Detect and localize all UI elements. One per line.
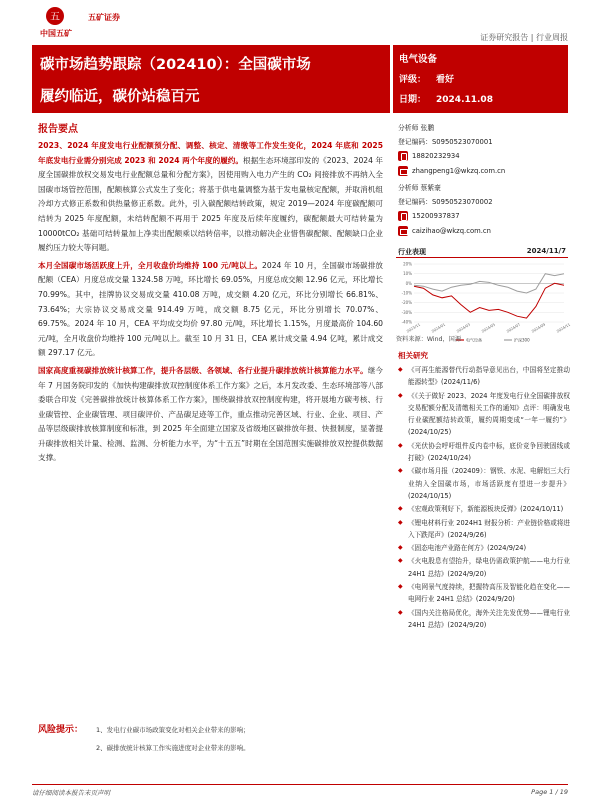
y-tick-label: -30% [401,309,412,315]
report-title-line1: 碳市场趋势跟踪（202410）：全国碳市场 [40,57,311,73]
report-type: 证券研究报告 | 行业周报 [480,33,568,42]
y-tick-label: 0% [405,280,412,286]
related-research-item[interactable]: ◆ 《碳市场月报（202409）：钢铁、水泥、电解铝三大行业纳入全国碳市场，市场活跃度有望进一步提升》(2024/10/15) [398,465,570,502]
industry-performance-chart [396,246,571,346]
report-title-line2: 履约临近，碳价站稳百元 [40,89,200,105]
x-tick-label: 2024/03 [456,322,471,334]
logo-mark-text: 五 [50,12,60,23]
chart-header [396,246,568,258]
mail-icon [398,166,408,176]
y-tick-label: 10% [403,271,412,277]
page-number: Page 1 / 19 [531,788,568,796]
summary-p1-highlight: 2023、2024 年度发电行业配额预分配、调整、核定、清缴等工作发生变化，2024 年底和 2025 年底发电行业需分别完成 2023 和 2024 两个年度的履约。 [38,141,383,165]
analyst-2-cert: 登记编码：S0950523070002 [398,198,493,206]
logo-text: 中国五矿 [40,29,72,38]
chart-source [396,334,461,343]
summary-p3-highlight: 国家高度重视碳排放统计核算工作，提升各层级、各领域、各行业提升碳排放统计核算能力水平。 [38,365,368,375]
related-research-item[interactable]: ◆ 《宏观政策利好下，新能源板块反弹》(2024/10/11) [398,503,570,515]
analyst-1-email[interactable]: zhangpeng1@wkzq.com.cn [412,167,506,175]
broker-name-text: 五矿证券 [88,13,120,22]
analyst-2-phone: 15200937837 [412,212,460,220]
title-band [32,45,390,113]
x-tick-label: 2023/11 [406,322,421,334]
x-tick-label: 2024/05 [481,322,496,334]
report-summary [38,120,383,469]
legend-label: 沪深300 [514,337,530,343]
analyst-1-name: 分析师 张鹏 [398,124,435,132]
chart-title: 行业表现 [398,248,426,256]
series-line-1 [414,283,564,318]
x-tick-label: 2024/07 [506,322,521,334]
related-research-item[interactable]: ◆ 《可再生能源替代行动指导意见出台，中国将坚定推动能源转型》(2024/11/6) [398,364,570,389]
summary-paragraph-3 [38,364,383,466]
chart-source-tail: 源 [454,336,462,343]
rating-label: 评级： [399,75,427,85]
related-research-item[interactable]: ◆ 《电网景气度持续，把握特高压及智能化趋在变化——电网行业 24H1 总结》(2024/9/20) [398,581,570,606]
analyst-2-phone-row [398,211,460,221]
summary-p3-text: 继今年 7 月国务院印发的《加快构建碳排放双控制度体系工作方案》之后，本月发改委、生态环境部等八部委联合印发《完善碳排放统计核算体系工作方案》，围绕碳排放双控制度构建，将开展地方碳考核、行业碳管控、企业碳管理、项目碳评价、产品碳足迹等工作，重点推动完善区域、行业、企业、项目、产品等层级碳排放核算制度和标准，到 2025 年全面建立国家及省级地区碳排放年报、快报制度，显著提升碳排放相关计量、检测、监测、分析能力水平，为“十五五”时期在全国范围实施碳排放双控提供数据支撑。 [38,365,383,463]
analyst-2-email[interactable]: caizihao@wkzq.com.cn [412,227,491,235]
section-title: 报告要点 [38,124,78,135]
date-label: 日期： [399,95,427,105]
mail-icon [398,226,408,236]
risk-item-2: 2、碳排放统计核算工作实施进度对企业带来的影响。 [96,744,250,752]
broker-name [88,12,120,23]
footer-disclaimer: 请仔细阅读本报告末页声明 [32,789,110,797]
related-research-item[interactable]: ◆ 《火电股息有望抬升，绿电仍需政策护航——电力行业 24H1 总结》(2024/9/20) [398,555,570,580]
y-tick-label: -10% [401,290,412,296]
related-research-item[interactable]: ◆ 《锂电材料行业 2024H1 财报分析：产业链价格或将进入下跌尾声》(2024/9/26) [398,517,570,542]
related-research-list [398,364,570,632]
risk-item-1: 1、发电行业碳市场政策变化对相关企业带来的影响； [96,726,250,734]
related-research-title: 相关研究 [398,351,428,360]
summary-paragraph-2 [38,259,383,361]
analyst-1-email-row [398,166,505,176]
legend-label: 电气设备 [466,337,482,343]
wukuang-logo-icon [44,6,66,26]
x-tick-label: 2024/11 [556,322,571,334]
risk-title: 风险提示： [38,725,84,735]
industry-label: 电气设备 [399,54,438,65]
chart-date: 2024/11/7 [526,247,566,255]
related-research-item[interactable]: ◆ 《固态电池产业路在何方》(2024/9/24) [398,542,570,554]
summary-p2-text: 2024 年 10 月，全国碳市场碳排放配额（CEA）月度总成交量 1324.58 万吨，环比增长 69.05%，月度总成交额 12.96 亿元，环比增长 70.99%。其中，挂牌协议交易成交量 410.08 万吨，成交额 4.20 亿元，环比分别增长 66.81%、73.64%；大宗协议交易成交量 914.49 万吨，成交额 8.75 亿元，环比分别增长 70.07%、69.75%。2024 年 10 月，CEA 平均成交均价 97.80 元/吨，环比增长 1.15%，月度最高价 104.60 元/吨，全月收盘价均维持 100 元/吨以上。截至 10 月 31 日，CEA 累计成交量 4.94 亿吨，累计成交额 297.17 亿元。 [38,260,383,358]
analyst-1-cert: 登记编码：S0950523070001 [398,138,493,146]
phone-icon [398,151,408,161]
rating-info-box [393,45,568,113]
summary-p1-text: 根据生态环境部印发的《2023、2024 年度全国碳排放权交易发电行业配额总量和分配方案》，因使用购入电力产生的 CO₂ 间接排放不再纳入全国碳市场管控范围，配额核算公式发生了变化；将基于供电量调整为基于发电量核定配额，并取消机组冷却方式修正系数和供热量修正系数。此外，引入碳配额结转政策，规定 2019—2024 年度碳配额可结转为 2025 年度配额，未结转配额不再用于 2025 年度及后续年度履约，碳配额最大可结转量为 10000tCO₂ 基础可结转量加上净卖出配额乘以结转倍率，以推动解决企业惜售碳配额、配额缺口企业履约压力较大等问题。 [38,155,383,253]
summary-paragraph-1 [38,139,383,256]
x-tick-label: 2024/01 [431,322,446,334]
analyst-1-phone: 18820232934 [412,152,460,160]
phone-icon [398,211,408,221]
analyst-2-name: 分析师 蔡紫豪 [398,184,441,192]
analyst-1-phone-row [398,151,460,161]
y-tick-label: -20% [401,300,412,306]
rating-row [399,72,454,85]
date-value: 2024.11.08 [436,95,493,105]
related-research-item[interactable]: ◆ 《《关于做好 2023、2024 年度发电行业全国碳排放权交易配额分配及清缴相关工作的通知》点评：明确发电行业碳配额结转政策，履约周期变成“一年一履约”》(2024/10/25) [398,390,570,439]
y-tick-label: 20% [403,261,412,267]
footer-divider [32,784,568,785]
chart-source-text: 资料来源：Wind，国 [396,336,455,343]
y-tick-label: -40% [401,319,412,325]
date-row [399,92,493,105]
related-research-item[interactable]: ◆ 《光伏协会呼吁组件反内卷中标，底价竞争回驶固线或打破》(2024/10/24) [398,440,570,465]
summary-p2-highlight: 本月全国碳市场活跃度上升，全月收盘价均维持 100 元/吨以上。 [38,260,263,270]
analyst-2-email-row [398,226,491,236]
related-research-item[interactable]: ◆ 《国内关注格局优化，海外关注先发优势——锂电行业 24H1 总结》(2024/9/20) [398,607,570,632]
x-tick-label: 2024/09 [531,322,546,334]
rating-value: 看好 [436,75,455,85]
